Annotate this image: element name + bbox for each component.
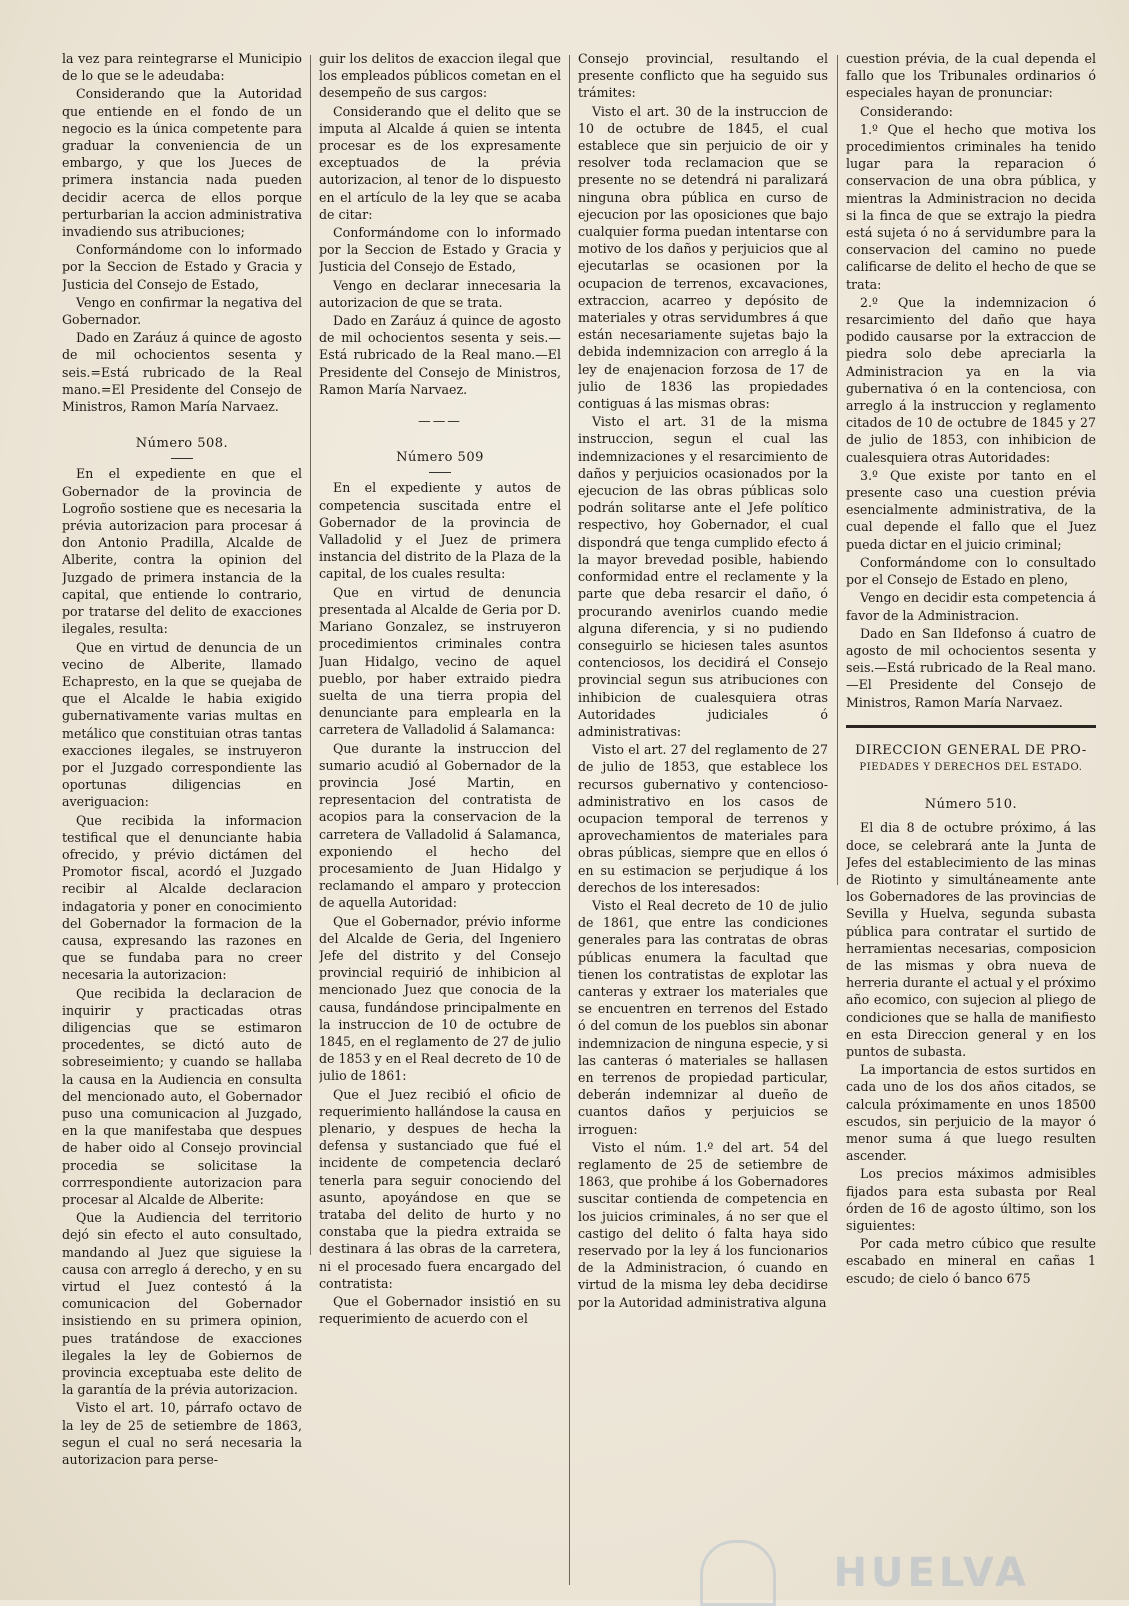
paragraph: La importancia de estos surtidos en cada uno de los dos años citados, se calcula próximamente en unos 18500 escudos, sin perjuicio de la mayor ó menor suma á que luego resulten ascender. (846, 1062, 1096, 1164)
paragraph: Por cada metro cúbico que resulte escabado en mineral en cañas 1 escudo; de cielo ó banco 675 (846, 1236, 1096, 1286)
section-separator: ——— (418, 413, 462, 429)
section-number-heading: Número 510. (924, 797, 1018, 813)
paragraph: Conformándome con lo informado por la Seccion de Estado y Gracia y Justicia del Consejo de Estado, (319, 225, 561, 275)
paragraph: Que recibida la informacion testifical que el denunciante habia ofrecido, y prévio dictámen del Promotor fiscal, acordó el Juzgado recibir al Alcalde declaracion indagatoria y poner en conocimiento del Gobernador la formacion de la causa, expresando las razones en que se fundaba para no creer necesaria la autorizacion: (62, 812, 302, 983)
paragraph: En el expediente y autos de competencia suscitada entre el Gobernador de la provincia de Valladolid y el Juez de primera instancia del distrito de la Plaza de la capital, de los cuales resulta: (319, 480, 561, 582)
paragraph: Considerando: (860, 103, 953, 119)
paragraph: Que en virtud de denuncia de un vecino de Alberite, llamado Echapresto, en la que se quejaba de que el Alcalde le habia exigido gubernativamente varias multas en metálico que constituian otras tantas exacciones ilegales, se instruyeron por el Juzgado correspondiente las oportunas diligencias en averiguacion: (62, 639, 302, 810)
department-subheading: PIEDADES Y DERECHOS DEL ESTADO. (859, 761, 1083, 773)
paragraph: Dado en Zaráuz á quince de agosto de mil ochocientos sesenta y seis.—Está rubricado de la Real mano.—El Presidente del Consejo de Ministros, Ramon María Narvaez. (319, 313, 561, 397)
paragraph: Dado en Zaráuz á quince de agosto de mil ochocientos sesenta y seis.=Está rubricado de la Real mano.=El Presidente del Consejo de Ministros, Ramon María Narvaez. (62, 330, 302, 415)
paragraph: Vengo en confirmar la negativa del Gobernador. (62, 294, 302, 328)
column-divider (310, 55, 311, 1255)
paragraph: Considerando que la Autoridad que entiende en el fondo de un negocio es la única competente para graduar la conveniencia de un embargo, y que los Jueces de primera instancia nada pueden decidir acerca de ellos porque perturbarian la accion administrativa invadiendo sus atribuciones; (62, 86, 302, 240)
paragraph: Los precios máximos admisibles fijados para esta subasta por Real órden de 16 de agosto último, son los siguientes: (846, 1166, 1096, 1233)
paragraph: Que el Juez recibió el oficio de requerimiento hallándose la causa en plenario, y despues de hecha la defensa y sustanciado que fué el incidente de competencia declaró tenerla para seguir conociendo del asunto, apoyándose en que se trataba del delito de hurto y no constaba que la piedra extraida se destinara á las obras de la carretera, ni el procesado fuera encargado del contratista: (319, 1086, 561, 1291)
paragraph: Que durante la instruccion del sumario acudió al Gobernador de la provincia José Martin, en representacion del contratista de acopios para la conservacion de la carretera de Valladolid á Salamanca, exponiendo el hecho del procesamiento de Juan Hidalgo y reclamando el amparo y proteccion de aquella Autoridad: (319, 740, 561, 911)
paragraph: Considerando que el delito que se imputa al Alcalde á quien se intenta procesar es de los expresamente exceptuados de la prévia autorizacion, al tenor de lo dispuesto en el artículo de la ley que se acaba de citar: (319, 103, 561, 222)
paragraph: Vengo en decidir esta competencia á favor de la Administracion. (846, 590, 1096, 623)
paragraph: Que en virtud de denuncia presentada al Alcalde de Geria por D. Mariano Gonzalez, se instruyeron procedimientos criminales contra Juan Hidalgo, vecino de aquel pueblo, por haber extraido piedra suelta de una tierra propia del denunciante para emplearla en la carretera de Valladolid á Salamanca: (319, 584, 561, 738)
text-column-1 (62, 50, 302, 1590)
paragraph: Visto el Real decreto de 10 de julio de 1861, que entre las condiciones generales para las contratas de obras públicas enumera la facultad que tienen los contratistas de explotar las canteras y extraer los materiales que se encuentren en terrenos del Estado ó del comun de los pueblos sin abonar indemnizacion de ninguna especie, y si las canteras ó materiales se hallasen en terrenos de propiedad particular, deberán indemnizar al dueño de cuantos daños y perjuicios se irroguen: (578, 897, 828, 1137)
paragraph: En el expediente en que el Gobernador de la provincia de Logroño sostiene que es necesaria la prévia autorizacion para procesar á don Antonio Pradilla, Alcalde de Alberite, contra la opinion del Juzgado de primera instancia de la capital, que entiende lo contrario, por tratarse del delito de exacciones ilegales, resulta: (62, 466, 302, 637)
paragraph: Vengo en declarar innecesaria la autorizacion de que se trata. (319, 277, 561, 310)
paragraph: la vez para reintegrarse el Municipio de lo que se le adeudaba: (62, 51, 302, 84)
paragraph: Que el Gobernador insistió en su requerimiento de acuerdo con el (319, 1294, 561, 1327)
section-rule (846, 725, 1096, 728)
paragraph: guir los delitos de exaccion ilegal que los empleados públicos cometan en el desempeño de sus cargos: (319, 51, 561, 101)
section-number-heading: Número 508. (135, 436, 229, 452)
department-heading: DIRECCION GENERAL DE PRO- (855, 742, 1087, 758)
paragraph: Visto el art. 27 del reglamento de 27 de julio de 1853, que establece los recursos gubernativo y contencioso-administrativo en los casos de ocupacion temporal de terrenos y aprovechamientos de materiales para obras públicas, siempre que en ellos ó en su estimacion se perjudique á los derechos de los interesados: (578, 742, 828, 895)
column-divider (569, 55, 570, 1585)
heading-underline (429, 472, 451, 473)
paragraph: Que la Audiencia del territorio dejó sin efecto el auto consultado, mandando al Juez que siguiese la causa con arreglo á derecho, y en su virtud el Juez contestó á la comunicacion del Gobernador insistiendo en su primera opinion, pues tratándose de exacciones ilegales la ley de Gobiernos de provincia exceptuaba este delito de la garantía de la prévia autorizacion. (62, 1210, 302, 1398)
watermark: HUELVA (833, 1550, 1030, 1596)
paragraph: cuestion prévia, de la cual dependa el fallo que los Tribunales ordinarios ó especiales hayan de pronunciar: (846, 51, 1096, 101)
paragraph: Visto el núm. 1.º del art. 54 del reglamento de 25 de setiembre de 1863, que prohibe á los Gobernadores suscitar contienda de competencia en los juicios criminales, á no ser que el castigo del delito ó falta haya sido reservado por la ley á los funcionarios de la Administracion, ó cuando en virtud de la misma ley deba decidirse por la Autoridad administrativa alguna (578, 1139, 828, 1310)
text-column-4 (846, 50, 1096, 1590)
paragraph: Consejo provincial, resultando el presente conflicto que ha seguido sus trámites: (578, 51, 828, 101)
paragraph: El dia 8 de octubre próximo, á las doce, se celebrará ante la Junta de Jefes del establecimiento de las minas de Riotinto y simultáneamente ante los Gobernadores de las provincias de Sevilla y Huelva, segunda subasta pública para contratar el surtido de herramientas necesarias, composicion de las mismas y obra nueva de herreria durante el actual y el próximo año ecomico, con sujecion al pliego de condiciones que se halla de manifiesto en esta Direccion general y en los puntos de subasta. (846, 820, 1096, 1059)
paragraph: Conformándome con lo consultado por el Consejo de Estado en pleno, (846, 554, 1096, 588)
text-column-3 (578, 50, 828, 1590)
paragraph: Que recibida la declaracion de inquirir y practicadas otras diligencias que se estimaron procedentes, se dictó auto de sobreseimiento; y cuando se hallaba la causa en la Audiencia en consulta del mencionado auto, el Gobernador puso una comunicacion al Juzgado, en la que manifestaba que despues de haber oido al Consejo provincial procedia se solicitase la corrrespondiente autorizacion para procesar al Alcalde de Alberite: (62, 985, 302, 1207)
paragraph: 1.º Que el hecho que motiva los procedimientos criminales ha tenido lugar para la reparacion ó conservacion de una obra pública, y mientras la Administracion no decida si la finca de que se extrajo la piedra está sujeta ó no á servidumbre para la conservacion del camino no puede calificarse de delito el hecho de que se trata: (846, 121, 1096, 292)
paragraph: Visto el art. 30 de la instruccion de 10 de octubre de 1845, el cual establece que sin perjuicio de oir y resolver toda reclamacion que se presente no se detendrá ni paralizará ninguna obra pública en curso de ejecucion por las oposiciones que bajo cualquier forma puedan intentarse con motivo de los daños y perjuicios que al ejecutarlas se ocasionen por la ocupacion de terrenos, excavaciones, extraccion, acarreo y depósito de materiales y otras servidumbres á que están necesariamente sujetas bajo la debida indemnizacion con arreglo á la ley de enajenacion forzosa de 17 de julio de 1836 las propiedades contiguas á las mismas obras: (578, 103, 828, 412)
paragraph: Conformándome con lo informado por la Seccion de Estado y Gracia y Justicia del Consejo de Estado, (62, 242, 302, 292)
column-divider (837, 55, 838, 885)
paragraph: Visto el art. 31 de la misma instruccion, segun el cual las indemnizaciones y el resarcimiento de daños y perjuicios ocasionados por la ejecucion de las obras públicas solo podrán solitarse ante el Jefe político respectivo, hoy Gobernador, el cual dispondrá que tenga cumplido efecto á la mayor brevedad posible, habiendo conformidad entre el reclamente y la parte que deba resarcir el daño, ó procurando avenirlos cuando medie alguna diferencia, y si no pudiendo conseguirlo se hiciesen tales asuntos contenciosos, los decidirá el Consejo provincial segun sus atribuciones con inhibicion de cualesquiera otras Autoridades judiciales ó administrativas: (578, 414, 828, 739)
paragraph: 3.º Que existe por tanto en el presente caso una cuestion prévia esencialmente administrativa, de la cual depende el fallo que el Juez pueda dictar en el juicio criminal; (846, 467, 1096, 552)
section-number-heading: Número 509 (396, 450, 484, 466)
paragraph: 2.º Que la indemnizacion ó resarcimiento del daño que haya podido causarse por la extraccion de piedra solo debe apreciarla la Administracion ya en la via gubernativa ó en la contenciosa, con arreglo á la instruccion y reglamento citados de 10 de octubre de 1845 y 27 de julio de 1853, con inhibicion de cualesquiera otras Autoridades: (846, 294, 1096, 465)
paragraph: Visto el art. 10, párrafo octavo de la ley de 25 de setiembre de 1863, segun el cual no será necesaria la autorizacion para perse- (62, 1400, 302, 1468)
paragraph: Que el Gobernador, prévio informe del Alcalde de Geria, del Ingeniero Jefe del distrito y del Consejo provincial requirió de inhibicion al mencionado Juez que conocia de la causa, fundándose principalmente en la instruccion de 10 de octubre de 1845, en el reglamento de 27 de julio de 1853 y en el Real decreto de 10 de julio de 1861: (319, 913, 561, 1084)
text-column-2 (319, 50, 561, 1590)
paragraph: Dado en San Ildefonso á cuatro de agosto de mil ochocientos sesenta y seis.—Está rubricado de la Real mano.—El Presidente del Consejo de Ministros, Ramon María Narvaez. (846, 625, 1096, 710)
heading-underline (171, 458, 193, 459)
